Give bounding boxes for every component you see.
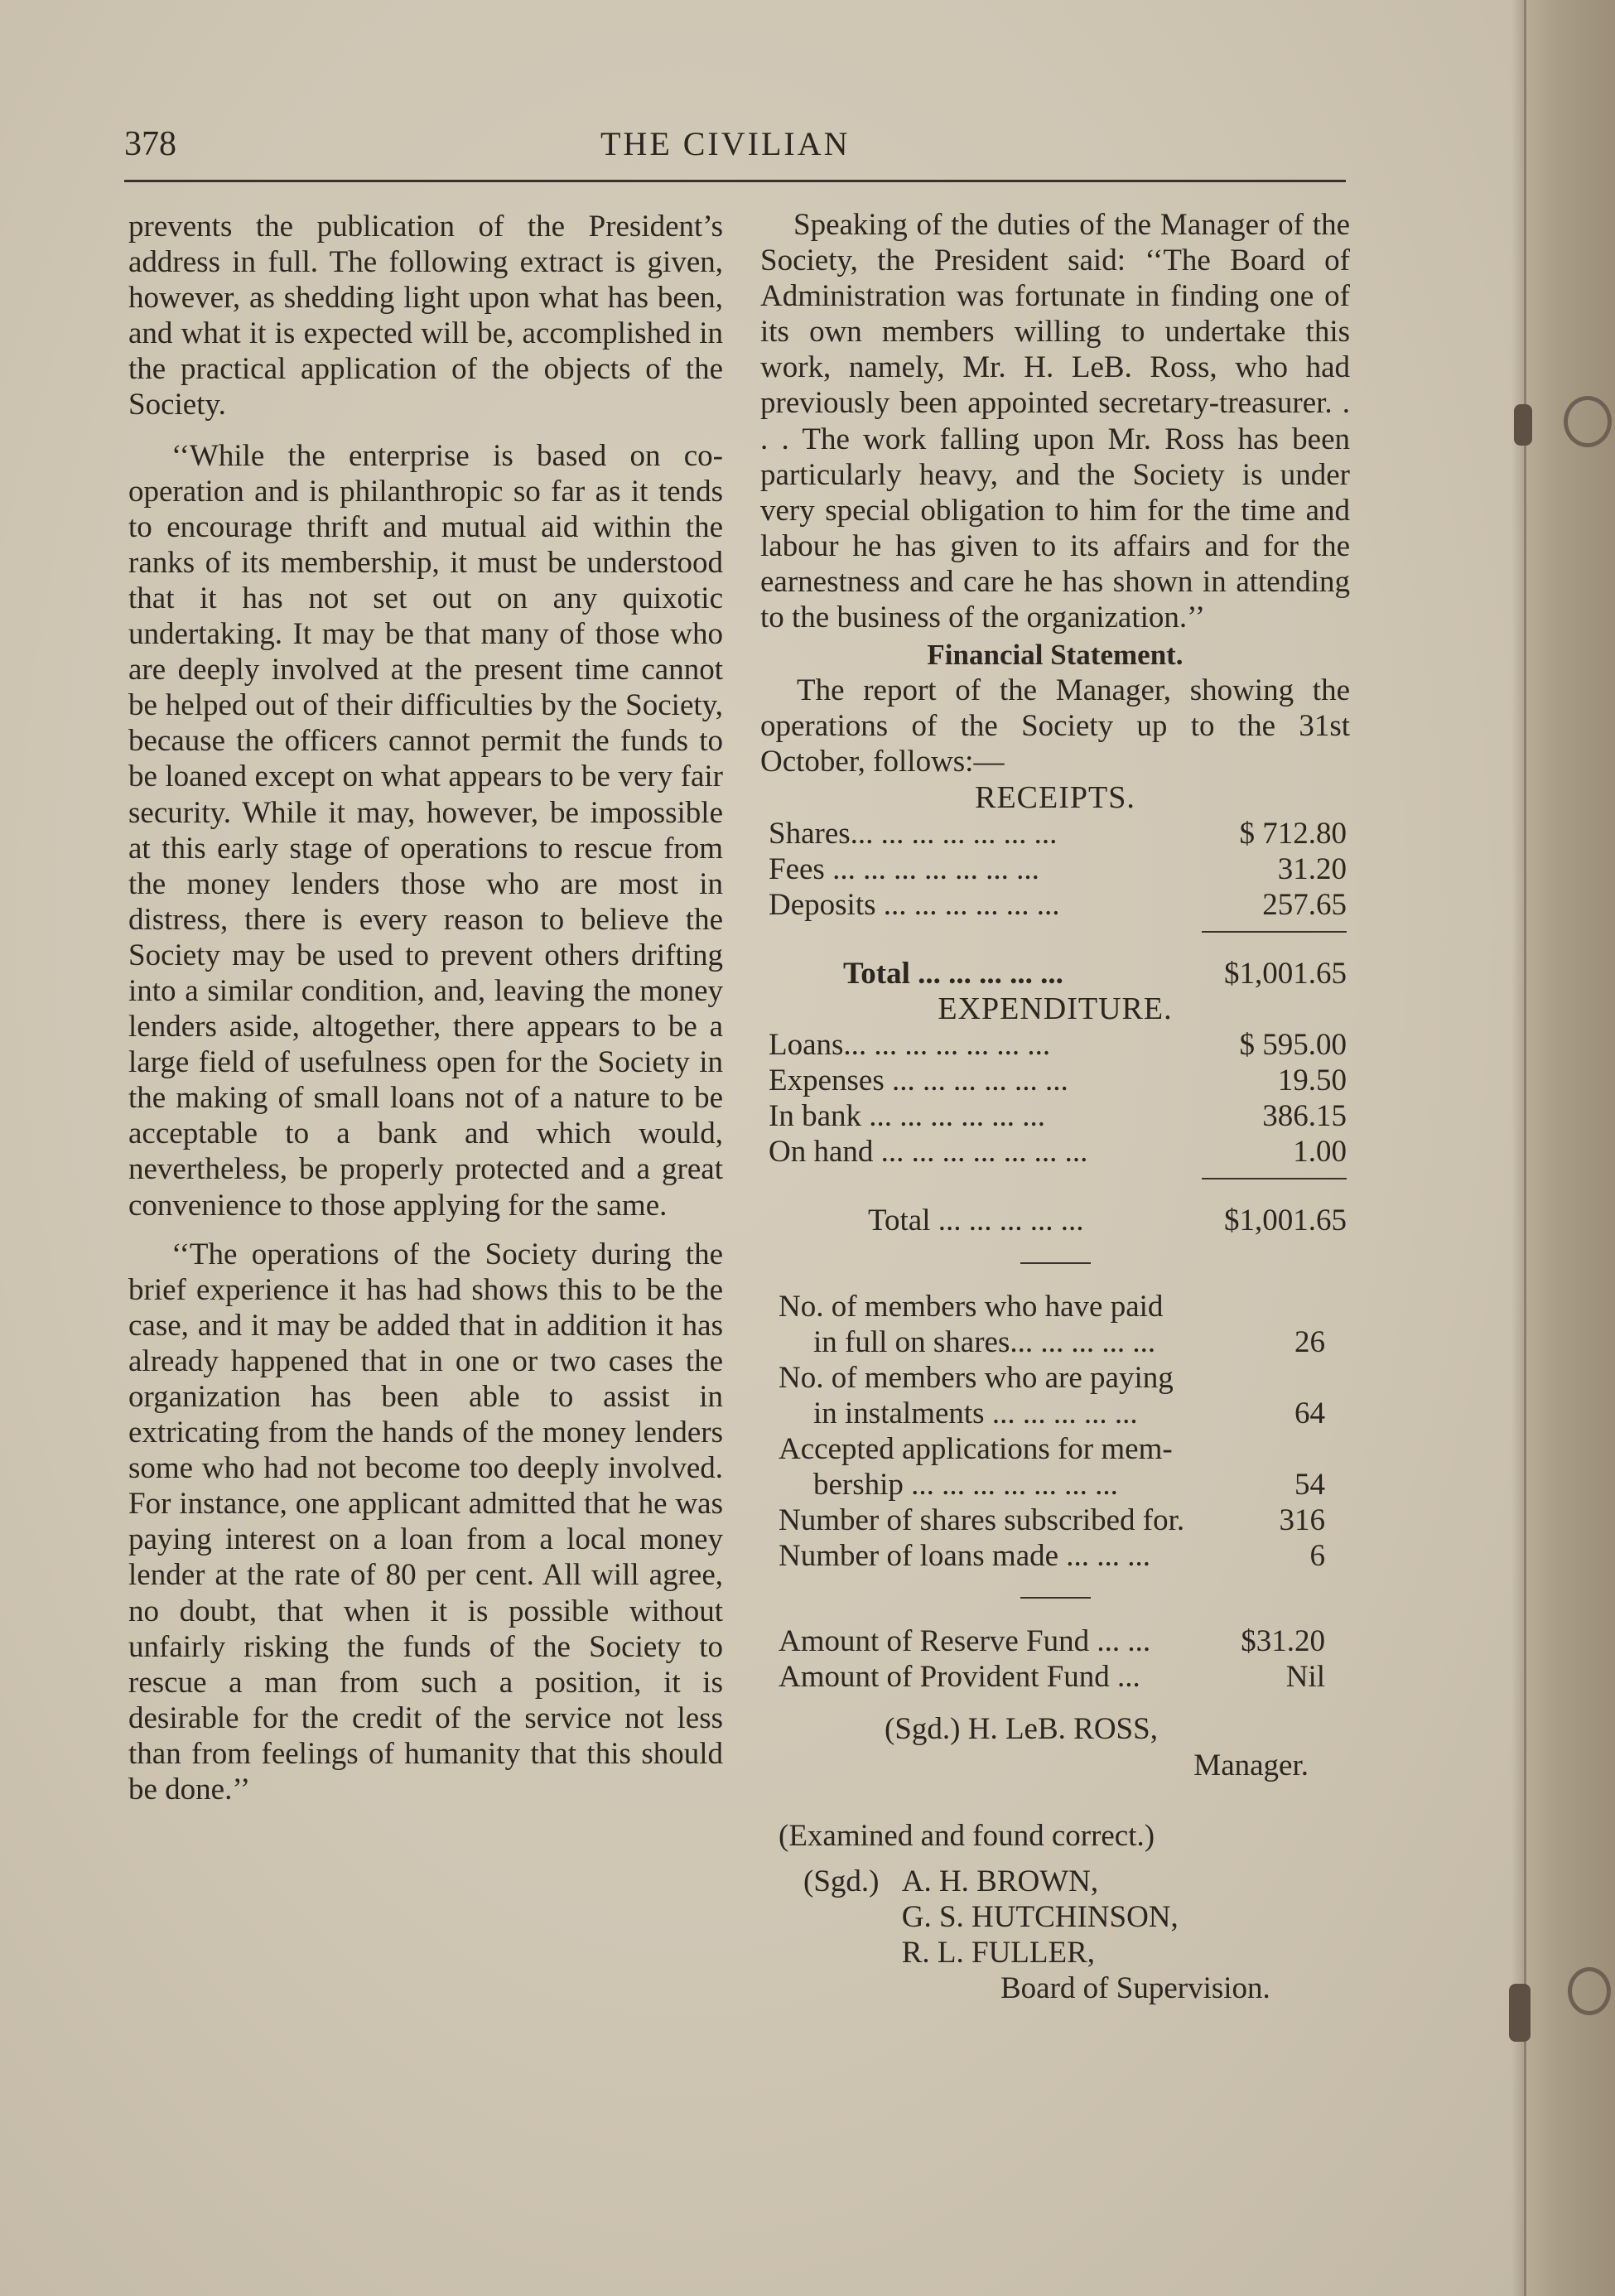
fund-label: Amount of Reserve Fund ... ...	[779, 1624, 1151, 1659]
stat-value: 64	[1294, 1396, 1325, 1430]
row-value: 257.65	[1262, 887, 1347, 922]
total-value: $1,001.65	[1224, 956, 1347, 991]
receipts-total-row	[760, 956, 1350, 991]
left-column	[128, 209, 723, 1807]
page-number: 378	[124, 125, 176, 163]
board-member: A. H. BROWN,	[901, 1864, 1099, 1898]
board-sgd: (Sgd.)	[803, 1864, 880, 1898]
expenditure-row	[760, 1134, 1350, 1170]
stat-label-cont: bership ... ... ... ... ... ... ...	[813, 1468, 1118, 1502]
stat-label: No. of members who are paying	[779, 1360, 1174, 1395]
signature-line: (Sgd.) H. LeB. ROSS,	[885, 1712, 1158, 1747]
stat-label: Number of loans made ... ... ...	[779, 1539, 1151, 1574]
row-value: 386.15	[1262, 1099, 1347, 1134]
stat-label: Number of shares subscribed for.	[779, 1503, 1185, 1538]
stat-label-cont: in full on shares... ... ... ... ...	[813, 1324, 1156, 1359]
row-label: Deposits ... ... ... ... ... ...	[769, 887, 1060, 922]
expenditure-row	[760, 1063, 1350, 1098]
running-title: THE CIVILIAN	[600, 125, 851, 162]
total-value: $1,001.65	[1224, 1203, 1347, 1238]
row-value: 31.20	[1277, 851, 1347, 886]
expenditure-total-row	[760, 1203, 1350, 1238]
row-label: Expenses ... ... ... ... ... ...	[769, 1064, 1068, 1098]
stat-label-cont: in instalments ... ... ... ... ...	[813, 1396, 1138, 1430]
board-member: R. L. FULLER,	[901, 1935, 1096, 1970]
sum-rule	[1202, 931, 1347, 933]
binding-ring-icon	[1564, 396, 1612, 447]
stat-value: 6	[1309, 1539, 1325, 1574]
paragraph: ‘‘The operations of the Society during the brief experience it has had shows this to be the case, and it may be added that in addition it has already happened that in one or two cases the organization has been able to assist in extricating from the hands of the money lenders some who had not become too deeply involved. For instance, one applicant admitted that he was paying interest on a loan from a local money lender at the rate of 80 per cent. All will agree, no doubt, that when it is possible without unfairly risking the funds of the Society to rescue a man from such a position, it is desirable for the credit of the service not less than from feelings of humanity that this should be done.’’	[128, 1237, 723, 1807]
stat-value: 316	[1279, 1503, 1325, 1538]
stat-label: Accepted applications for mem-	[779, 1431, 1173, 1466]
binding-edge	[1524, 0, 1615, 2296]
expenditure-row	[760, 1027, 1350, 1063]
paragraph: Speaking of the duties of the Manager of the Society, the President said: ‘‘The Board of Administration was fortunate in finding one of its own members willing to undertake this work, namely, Mr. H. LeB. Ross, who had previously been appointed secretary-treasurer. . . . The work falling upon Mr. Ross has been particularly heavy, and the Society is under very special obligation to him for the time and labour he has given to its affairs and for the earnestness and care he has shown in attending to the business of the organization.’’	[760, 208, 1350, 635]
board-names	[902, 1864, 1179, 1970]
fund-value: Nil	[1285, 1660, 1325, 1695]
board-member: G. S. HUTCHINSON,	[901, 1899, 1179, 1934]
stat-label: No. of members who have paid	[779, 1289, 1164, 1324]
row-label: On hand ... ... ... ... ... ... ...	[769, 1135, 1088, 1170]
stat-item	[760, 1503, 1350, 1538]
expenditure-row	[760, 1098, 1350, 1134]
total-label: Total ... ... ... ... ...	[868, 1203, 1084, 1238]
stat-value: 54	[1294, 1468, 1325, 1502]
stat-item	[760, 1431, 1350, 1503]
paragraph: prevents the publication of the President’s address in full. The following extract is given, however, as shedding light upon what has been, and what it is expected will be, accomplished in the practical application of the objects of the Society.	[128, 210, 723, 422]
row-label: In bank ... ... ... ... ... ...	[769, 1099, 1045, 1134]
receipts-row	[760, 851, 1350, 887]
paragraph: The report of the Manager, showing the operations of the Society up to the 31st October, follows:—	[760, 673, 1350, 779]
binding-clip-icon	[1514, 404, 1532, 446]
receipts-row	[760, 816, 1350, 851]
examined-note: (Examined and found correct.)	[779, 1818, 1155, 1853]
row-value: 1.00	[1293, 1135, 1347, 1170]
paragraph: ‘‘While the enterprise is based on co-operation and is philanthropic so far as it tends to encourage thrift and mutual aid within the ranks of its membership, it must be understood that it has not set out on any quixotic undertaking. It may be that many of those who are deeply involved at the present time cannot be helped out of their difficulties by the Society, because the officers cannot permit the funds to be loaned except on what appears to be very fair security. While it may, however, be impossible at this early stage of operations to rescue from the money lenders those who are most in distress, there is every reason to believe the Society may be used to prevent others drifting into a similar condition, and, leaving the money lenders aside, altogether, there appears to be a large field of usefulness open for the Society in the making of small loans not of a nature to be acceptable to a bank and which would, nevertheless, be properly protected and a great convenience to those applying for the same.	[128, 438, 723, 1223]
manager-signature	[760, 1711, 1350, 1782]
stat-item	[760, 1289, 1350, 1360]
section-divider	[1020, 1262, 1091, 1264]
receipts-row	[760, 887, 1350, 923]
row-label: Loans... ... ... ... ... ... ...	[769, 1028, 1051, 1063]
fund-item	[760, 1623, 1350, 1659]
header-rule	[124, 180, 1346, 182]
fund-item	[760, 1659, 1350, 1695]
right-column	[760, 207, 1350, 2006]
binding-ring-icon	[1568, 1967, 1611, 2015]
binding-clip-icon	[1509, 1984, 1531, 2042]
expenditure-heading: EXPENDITURE.	[938, 991, 1173, 1026]
signature-title: Manager.	[1193, 1748, 1309, 1782]
section-divider	[1020, 1597, 1091, 1599]
row-value: 19.50	[1277, 1064, 1347, 1098]
row-value: $ 712.80	[1239, 816, 1347, 851]
fund-value: $31.20	[1241, 1624, 1325, 1659]
section-heading: Financial Statement.	[927, 639, 1184, 672]
sum-rule	[1202, 1178, 1347, 1179]
row-label: Shares... ... ... ... ... ... ...	[769, 816, 1058, 851]
row-value: $ 595.00	[1239, 1028, 1347, 1063]
total-label: Total ... ... ... ... ...	[843, 956, 1063, 991]
row-label: Fees ... ... ... ... ... ... ...	[769, 851, 1039, 886]
stat-item	[760, 1538, 1350, 1574]
page-header	[124, 124, 1350, 174]
receipts-heading: RECEIPTS.	[975, 779, 1135, 815]
board-title: Board of Supervision.	[1000, 1971, 1270, 2006]
fund-label: Amount of Provident Fund ...	[779, 1660, 1140, 1695]
stat-item	[760, 1360, 1350, 1431]
stat-value: 26	[1294, 1324, 1325, 1359]
board-signatures	[760, 1864, 1350, 1970]
